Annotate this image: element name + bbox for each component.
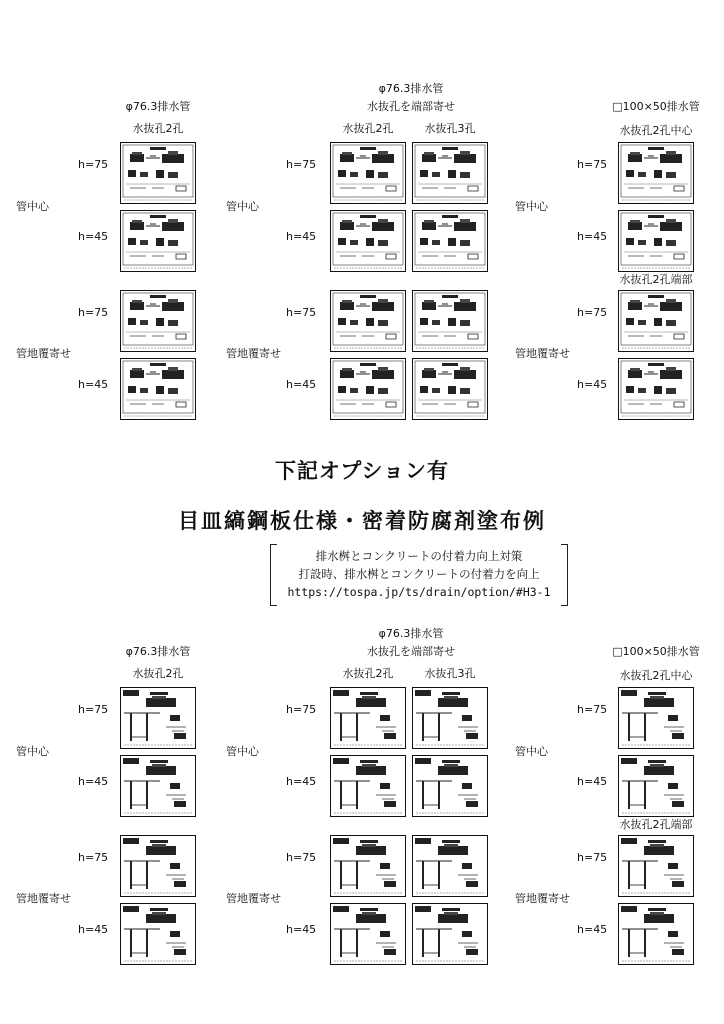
- upper-mid-h45-a: h=45: [286, 230, 317, 243]
- drawing-thumbnail[interactable]: [412, 142, 488, 204]
- drawing-thumbnail[interactable]: [330, 755, 406, 817]
- upper-right-h45-a: h=45: [577, 230, 608, 243]
- lower-mid-holes-a-label: 水抜孔2孔: [342, 667, 394, 680]
- lower-left-h75-b: h=75: [78, 851, 109, 864]
- upper-left-h45-b: h=45: [78, 378, 109, 391]
- upper-right-h75-a: h=75: [577, 158, 608, 171]
- lower-right-h45-a: h=45: [577, 775, 608, 788]
- lower-left-holes-label: 水抜孔2孔: [132, 667, 184, 680]
- drawing-thumbnail[interactable]: [412, 290, 488, 352]
- options-heading: 下記オプション有: [274, 459, 450, 483]
- drawing-thumbnail[interactable]: [618, 755, 694, 817]
- note-line-2: 打設時、排水桝とコンクリートの付着力を向上: [298, 567, 540, 581]
- upper-mid-pipe-center: 管中心: [226, 200, 259, 213]
- drawing-thumbnail[interactable]: [618, 358, 694, 420]
- upper-right-holes-end-label: 水抜孔2孔端部: [619, 273, 693, 286]
- upper-right-pipe-label: □100×50排水管: [612, 100, 700, 113]
- upper-left-pipe-label: φ76.3排水管: [125, 100, 191, 113]
- drawing-thumbnail[interactable]: [120, 687, 196, 749]
- note-box: [270, 544, 568, 606]
- lower-right-holes-end-label: 水抜孔2孔端部: [619, 818, 693, 831]
- upper-mid-h75-a: h=75: [286, 158, 317, 171]
- drawing-thumbnail[interactable]: [330, 903, 406, 965]
- lower-right-holes-center-label: 水抜孔2孔中心: [619, 669, 693, 682]
- lower-right-cover-side: 管地覆寄せ: [515, 892, 570, 905]
- drawing-thumbnail[interactable]: [618, 835, 694, 897]
- lower-right-h45-b: h=45: [577, 923, 608, 936]
- upper-right-holes-center-label: 水抜孔2孔中心: [619, 124, 693, 137]
- lower-left-pipe-label: φ76.3排水管: [125, 645, 191, 658]
- note-line-1: 排水桝とコンクリートの付着力向上対策: [315, 549, 523, 563]
- drawing-thumbnail[interactable]: [120, 755, 196, 817]
- upper-left-h75-b: h=75: [78, 306, 109, 319]
- drawing-thumbnail[interactable]: [618, 290, 694, 352]
- drawing-thumbnail[interactable]: [412, 835, 488, 897]
- lower-mid-h75-b: h=75: [286, 851, 317, 864]
- upper-mid-cover-side: 管地覆寄せ: [226, 347, 281, 360]
- spec-heading: 目皿縞鋼板仕様・密着防腐剤塗布例: [178, 509, 546, 533]
- lower-left-pipe-center: 管中心: [16, 745, 49, 758]
- drawing-thumbnail[interactable]: [618, 210, 694, 272]
- lower-mid-pipe-label: φ76.3排水管: [378, 627, 444, 640]
- drawing-thumbnail[interactable]: [412, 687, 488, 749]
- lower-mid-h75-a: h=75: [286, 703, 317, 716]
- upper-mid-position-label: 水抜孔を端部寄せ: [367, 100, 455, 113]
- upper-left-holes-label: 水抜孔2孔: [132, 122, 184, 135]
- upper-left-pipe-center: 管中心: [16, 200, 49, 213]
- drawing-thumbnail[interactable]: [330, 210, 406, 272]
- drawing-thumbnail[interactable]: [618, 142, 694, 204]
- lower-right-pipe-label: □100×50排水管: [612, 645, 700, 658]
- lower-left-h45-b: h=45: [78, 923, 109, 936]
- lower-left-h45-a: h=45: [78, 775, 109, 788]
- upper-left-cover-side: 管地覆寄せ: [16, 347, 71, 360]
- drawing-thumbnail[interactable]: [618, 687, 694, 749]
- upper-right-h45-b: h=45: [577, 378, 608, 391]
- upper-right-cover-side: 管地覆寄せ: [515, 347, 570, 360]
- lower-left-h75-a: h=75: [78, 703, 109, 716]
- drawing-thumbnail[interactable]: [120, 358, 196, 420]
- drawing-thumbnail[interactable]: [120, 290, 196, 352]
- drawing-thumbnail[interactable]: [330, 358, 406, 420]
- lower-right-pipe-center: 管中心: [515, 745, 548, 758]
- drawing-thumbnail[interactable]: [330, 835, 406, 897]
- drawing-thumbnail[interactable]: [120, 210, 196, 272]
- lower-mid-holes-b-label: 水抜孔3孔: [424, 667, 476, 680]
- drawing-thumbnail[interactable]: [330, 687, 406, 749]
- lower-mid-h45-b: h=45: [286, 923, 317, 936]
- drawing-thumbnail[interactable]: [618, 903, 694, 965]
- drawing-thumbnail[interactable]: [120, 835, 196, 897]
- lower-mid-position-label: 水抜孔を端部寄せ: [367, 645, 455, 658]
- upper-right-pipe-center: 管中心: [515, 200, 548, 213]
- upper-mid-pipe-label: φ76.3排水管: [378, 82, 444, 95]
- lower-right-h75-b: h=75: [577, 851, 608, 864]
- lower-mid-h45-a: h=45: [286, 775, 317, 788]
- drawing-thumbnail[interactable]: [412, 210, 488, 272]
- drawing-thumbnail[interactable]: [412, 755, 488, 817]
- note-url-link[interactable]: https://tospa.jp/ts/drain/option/#H3-1: [287, 585, 551, 599]
- drawing-thumbnail[interactable]: [412, 358, 488, 420]
- upper-mid-h75-b: h=75: [286, 306, 317, 319]
- drawing-thumbnail[interactable]: [120, 142, 196, 204]
- lower-right-h75-a: h=75: [577, 703, 608, 716]
- drawing-thumbnail[interactable]: [330, 290, 406, 352]
- lower-left-cover-side: 管地覆寄せ: [16, 892, 71, 905]
- upper-mid-holes-a-label: 水抜孔2孔: [342, 122, 394, 135]
- drawing-thumbnail[interactable]: [330, 142, 406, 204]
- upper-left-h75-a: h=75: [78, 158, 109, 171]
- upper-mid-h45-b: h=45: [286, 378, 317, 391]
- upper-right-h75-b: h=75: [577, 306, 608, 319]
- lower-mid-cover-side: 管地覆寄せ: [226, 892, 281, 905]
- upper-left-h45-a: h=45: [78, 230, 109, 243]
- drawing-thumbnail[interactable]: [412, 903, 488, 965]
- lower-mid-pipe-center: 管中心: [226, 745, 259, 758]
- drawing-thumbnail[interactable]: [120, 903, 196, 965]
- upper-mid-holes-b-label: 水抜孔3孔: [424, 122, 476, 135]
